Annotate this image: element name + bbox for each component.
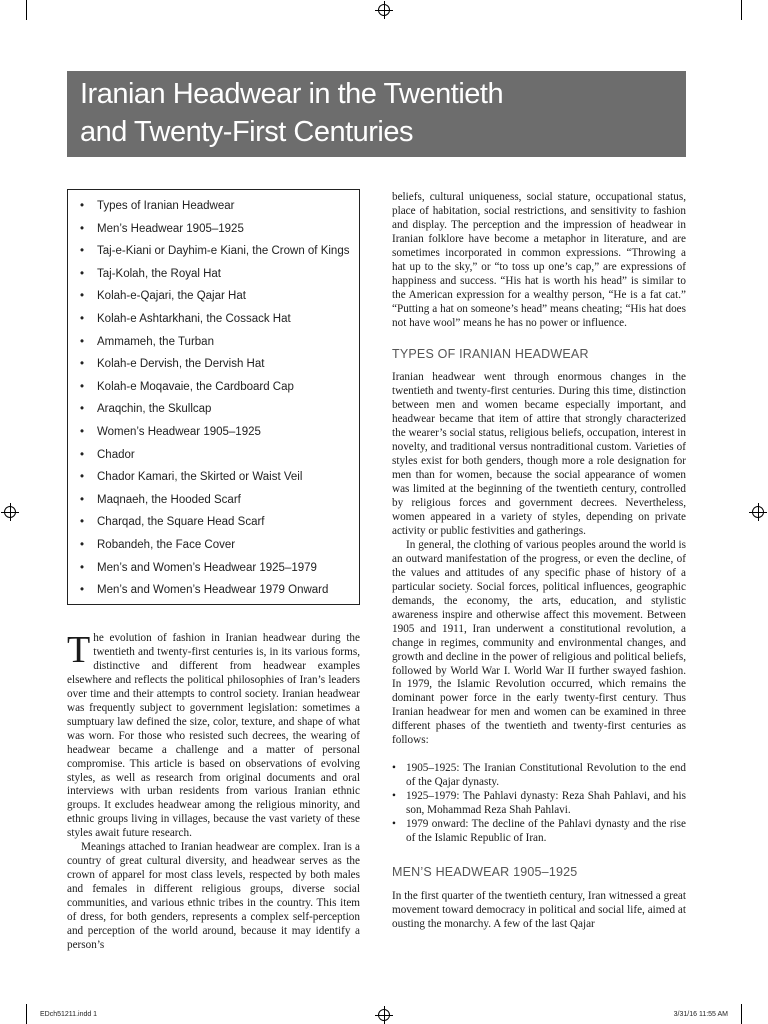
body-paragraph: In the first quarter of the twentieth century, Iran witnessed a great movement toward democracy in political and social life, aimed at ousting the monarchy. A few of the last Qajar: [392, 889, 686, 930]
bullet-icon: •: [80, 448, 85, 461]
contents-item-label: Kolah-e-Qajari, the Qajar Hat: [97, 290, 246, 303]
contents-item-label: Chador: [97, 448, 135, 461]
contents-item-label: Kolah-e Ashtarkhani, the Cossack Hat: [97, 312, 291, 325]
bullet-icon: •: [80, 312, 85, 325]
contents-item-label: Chador Kamari, the Skirted or Waist Veil: [97, 471, 303, 484]
phase-list-item: • 1925–1979: The Pahlavi dynasty: Reza Shah Pahlavi, and his son, Mohammad Reza Shah Pahlavi.: [392, 790, 686, 818]
bullet-icon: •: [80, 584, 85, 597]
bullet-icon: •: [80, 380, 85, 393]
page-title-banner: [67, 71, 686, 157]
contents-item-label: Men’s Headwear 1905–1925: [97, 222, 244, 235]
contents-item-label: Types of Iranian Headwear: [97, 200, 235, 212]
contents-item: [80, 263, 359, 286]
registration-mark-icon: [752, 506, 764, 518]
bullet-icon: •: [80, 222, 85, 235]
contents-item: [80, 218, 359, 241]
bullet-icon: •: [80, 516, 85, 529]
bullet-icon: •: [80, 358, 85, 371]
drop-cap: T: [67, 629, 91, 671]
body-paragraph: In general, the clothing of various peoples around the world is an outward manifestation of the progress, or even the decline, of the values and attitudes of any specific phase of history of a particular society. Social forces, political influences, geographic demands, the economy, the arts, education, and stylistic awareness inspire and otherwise affect this movement. Between 1905 and 1911, Iran underwent a constitutional revolution, a change in regimes, community and environmental changes, and growth and decline in the power of religious and political beliefs, followed by World War I. World War II further swayed fashion. In 1979, the Islamic Revolution occurred, which remains the dominant power force in the early twenty-first century. Thus Iranian headwear for men and women can be examined in three different phases of the twentieth and twenty-first centuries as follows:: [392, 538, 686, 747]
contents-item-label: Taj-Kolah, the Royal Hat: [97, 267, 222, 280]
contents-item: [80, 398, 359, 421]
bullet-icon: •: [80, 538, 85, 551]
contents-item: [80, 489, 359, 512]
phase-list-item: • 1905–1925: The Iranian Constitutional Revolution to the end of the Qajar dynasty.: [392, 762, 686, 790]
bullet-icon: •: [80, 471, 85, 484]
contents-item: [80, 444, 359, 467]
crop-mark: [26, 1004, 27, 1024]
contents-item: [80, 511, 359, 534]
crop-mark: [741, 0, 742, 20]
contents-item: [80, 376, 359, 399]
contents-item: [80, 353, 359, 376]
contents-item-label: Men’s and Women’s Headwear 1979 Onward: [97, 584, 329, 597]
bullet-icon: •: [80, 493, 85, 506]
contents-item-label: Maqnaeh, the Hooded Scarf: [97, 493, 241, 506]
bullet-icon: •: [80, 267, 85, 280]
body-paragraph: Iranian headwear went through enormous changes in the twentieth and twenty-first centuries. During this time, distinction between men and women became especially important, and headwear became that item of attire that strongly characterized the wearer’s social status, religious beliefs, occupation, interest in novelty, and traditional versus nontraditional custom. Varieties of styles exist for both genders, though more a role designation for men than for women, because the social appearance of women was limited at the beginning of the twentieth century, controlled by religious forces and government decrees. Nevertheless, women appeared in a variety of styles, depending on private activity or public festivities and gatherings.: [392, 371, 686, 537]
contents-item: [80, 579, 359, 602]
bullet-icon: •: [80, 290, 85, 303]
contents-item-label: Taj-e-Kiani or Dayhim-e Kiani, the Crown of Kings: [97, 245, 350, 258]
contents-item-label: Women’s Headwear 1905–1925: [97, 425, 261, 438]
crop-mark: [741, 1004, 742, 1024]
registration-mark-icon: [378, 4, 390, 16]
left-column: [67, 629, 360, 953]
contents-box: [67, 189, 360, 605]
registration-mark-icon: [378, 1009, 390, 1021]
bullet-icon: •: [80, 561, 85, 574]
contents-item-label: Men’s and Women’s Headwear 1925–1979: [97, 561, 317, 574]
contents-item: [80, 534, 359, 557]
page-title-line-1: Iranian Headwear in the Twentieth: [80, 78, 504, 110]
right-column: [392, 191, 686, 932]
phase-list: [392, 762, 686, 846]
page-title-line-2: and Twenty-First Centuries: [80, 116, 413, 148]
print-timestamp: 3/31/16 11:55 AM: [673, 1011, 728, 1018]
contents-item: [80, 195, 359, 218]
body-paragraph: beliefs, cultural uniqueness, social stature, occupational status, place of habitation, social restrictions, and sensitivity to fashion and display. The perception and the impression of headwear in Iranian folklore have become a metaphor in literature, and are sometimes incorporated in common expressions. “Throwing a hat up to the sky,” or “to toss up one’s cap,” are expressions of happiness and success. “His hat is worth his head” is similar to the American expression for a wealthy person, “He is a fat cat.” “Putting a hat on someone’s head” means cheating; “His hat does not have wool” means he has no power or influence.: [392, 191, 686, 329]
section-heading: MEN’S HEADWEAR 1905–1925: [392, 864, 578, 879]
contents-item: [80, 285, 359, 308]
bullet-icon: •: [80, 245, 85, 258]
contents-item-label: Ammameh, the Turban: [97, 335, 214, 348]
intro-paragraph: The evolution of fashion in Iranian headwear during the twentieth and twenty-first centuries is, in its various forms, distinctive and different from headwear examples elsewhere and reflects the political philosophies of Iran’s leaders over time and their attempts to control society. Iranian headwear was frequently subject to government legislation: sometimes a sumptuary law defined the size, color, texture, and shape of what was worn. For those who resisted such decrees, the wearing of headwear became a challenge and a matter of personal compromise. This article is based on observations of evolving styles, as well as research from original documents and oral interviews with urban residents from various Iranian ethnic groups. It excludes headwear among the religious minority, and ethnic groups living in villages, because the vast variety of these styles await future research.: [67, 629, 360, 840]
contents-item: [80, 557, 359, 580]
bullet-icon: •: [80, 200, 85, 212]
registration-mark-icon: [4, 506, 16, 518]
contents-item: [80, 466, 359, 489]
bullet-icon: •: [80, 335, 85, 348]
phase-list-item: • 1979 onward: The decline of the Pahlavi dynasty and the rise of the Islamic Republic of Iran.: [392, 818, 686, 846]
contents-item-label: Kolah-e Dervish, the Dervish Hat: [97, 358, 265, 371]
bullet-icon: •: [80, 425, 85, 438]
contents-item: [80, 421, 359, 444]
contents-item-label: Charqad, the Square Head Scarf: [97, 516, 265, 529]
crop-mark: [26, 0, 27, 20]
contents-item-label: Kolah-e Moqavaie, the Cardboard Cap: [97, 380, 294, 393]
bullet-icon: •: [80, 403, 85, 416]
contents-list: [80, 195, 359, 602]
contents-item-label: Robandeh, the Face Cover: [97, 538, 236, 551]
contents-item: [80, 240, 359, 263]
contents-item: [80, 331, 359, 354]
contents-item: [80, 308, 359, 331]
section-heading: TYPES OF IRANIAN HEADWEAR: [392, 346, 589, 361]
body-paragraph: Meanings attached to Iranian headwear are complex. Iran is a country of great cultural diversity, and headwear serves as the crown of apparel for most class levels, respected by both males and females in different religious groups, diverse social communities, and various ethnic tribes in the country. This item of dress, for both genders, represents a complex self-perception and perception of the world around, because it may identify a person’s: [67, 841, 360, 951]
contents-item-label: Araqchin, the Skullcap: [97, 403, 212, 416]
file-slug: EDch51211.indd 1: [40, 1011, 98, 1018]
